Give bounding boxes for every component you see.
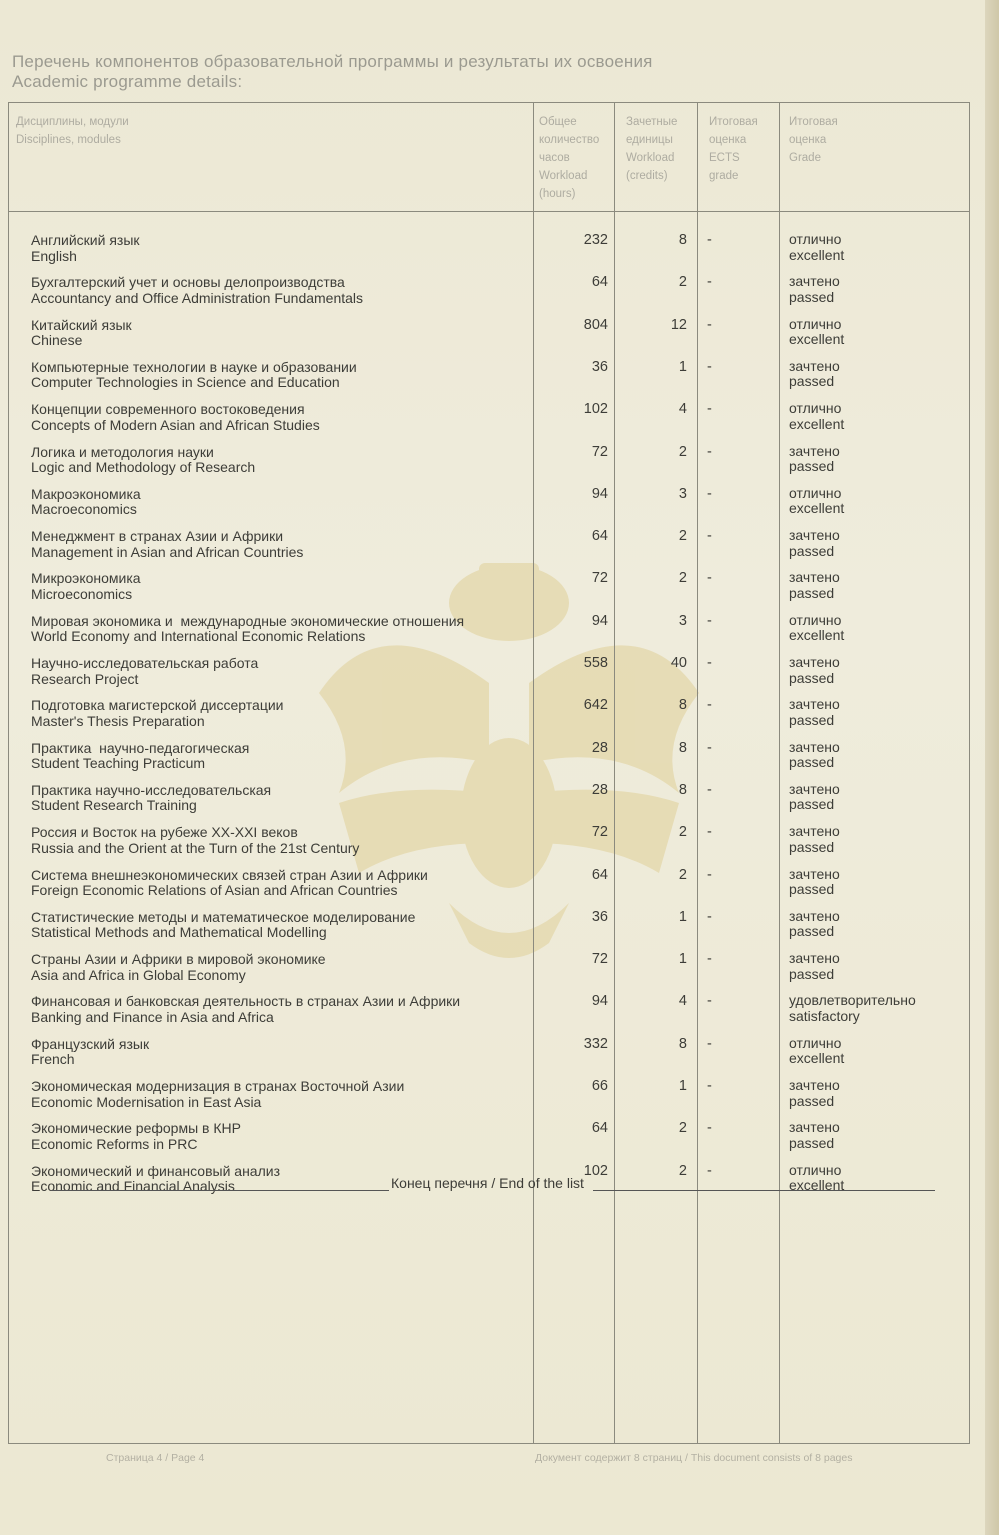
row-hours: 332 <box>583 1035 608 1052</box>
row-grade: зачтено passed <box>789 780 840 813</box>
row-name: Макроэкономика Macroeconomics <box>31 485 141 518</box>
row-credits: 1 <box>678 1078 687 1094</box>
row-ects: - <box>707 824 712 841</box>
row-credits: 1 <box>678 951 687 968</box>
table-row <box>9 442 971 485</box>
row-hours: 102 <box>583 1162 608 1179</box>
row-ects: - <box>707 316 712 333</box>
row-hours: 232 <box>583 232 608 248</box>
row-hours: 94 <box>591 485 608 502</box>
table-row <box>9 865 971 908</box>
row-name: Экономические реформы в КНР Economic Reforms in PRC <box>31 1120 241 1152</box>
row-grade: зачтено passed <box>789 527 840 559</box>
row-name: Бухгалтерский учет и основы делопроизводства Accountancy and Office Administration Fundamentals <box>31 274 364 306</box>
row-ects: - <box>707 697 712 714</box>
row-ects: - <box>707 1035 712 1052</box>
row-credits: 12 <box>670 316 687 333</box>
row-name: Мировая экономика и международные экономические отношения World Economy and International Economic Relations <box>31 612 465 645</box>
row-name: Практика научно-исследовательская Student Research Training <box>31 781 272 814</box>
row-hours: 72 <box>591 443 608 460</box>
row-credits: 1 <box>678 908 687 925</box>
row-grade: зачтено passed <box>789 442 840 474</box>
row-hours: 804 <box>583 316 608 333</box>
table-row <box>9 315 971 358</box>
table-row <box>9 233 971 273</box>
row-grade: зачтено passed <box>789 907 840 940</box>
row-name: Система внешнеэкономических связей стран Азии и Африки Foreign Economic Relations of Asian and African Countries <box>31 866 428 898</box>
row-hours: 94 <box>591 993 608 1010</box>
row-grade: зачтено passed <box>789 273 840 305</box>
row-grade: зачтено passed <box>789 1077 840 1109</box>
row-ects: - <box>707 739 712 756</box>
row-credits: 2 <box>678 570 687 587</box>
row-hours: 72 <box>591 951 608 968</box>
row-grade: отлично excellent <box>789 315 845 348</box>
row-name: Менеджмент в странах Азии и Африки Management in Asian and African Countries <box>31 528 304 560</box>
row-grade: зачтено passed <box>789 865 840 897</box>
row-credits: 2 <box>678 1162 687 1179</box>
row-ects: - <box>707 443 712 460</box>
footer-page-number: Страница 4 / Page 4 <box>106 1452 205 1464</box>
row-grade: зачтено passed <box>789 823 840 855</box>
row-ects: - <box>707 781 712 798</box>
end-rule-left <box>51 1190 389 1191</box>
row-grade: отлично excellent <box>789 400 845 432</box>
row-credits: 8 <box>678 739 687 756</box>
row-credits: 2 <box>678 866 687 883</box>
title-en: Academic programme details: <box>12 72 243 91</box>
row-hours: 94 <box>591 612 608 629</box>
row-hours: 642 <box>583 697 608 714</box>
row-name: Французский язык French <box>31 1035 150 1068</box>
row-hours: 66 <box>591 1078 608 1094</box>
row-hours: 72 <box>591 570 608 587</box>
row-grade: зачтено passed <box>789 569 840 601</box>
row-hours: 64 <box>591 274 608 291</box>
row-ects: - <box>707 951 712 968</box>
row-ects: - <box>707 655 712 671</box>
row-grade: отлично excellent <box>789 1034 845 1067</box>
row-name: Подготовка магистерской диссертации Master's Thesis Preparation <box>31 697 284 729</box>
table-row <box>9 907 971 950</box>
table-row <box>9 656 971 696</box>
row-ects: - <box>707 232 712 248</box>
header-ects: Итоговая оценка ECTS grade <box>709 116 758 182</box>
row-ects: - <box>707 866 712 883</box>
row-credits: 2 <box>678 824 687 841</box>
row-hours: 36 <box>591 908 608 925</box>
row-credits: 3 <box>678 485 687 502</box>
end-rule-right <box>593 1190 935 1191</box>
table-row <box>9 571 971 611</box>
row-credits: 8 <box>678 697 687 714</box>
row-name: Китайский язык Chinese <box>31 316 132 349</box>
row-hours: 64 <box>591 866 608 883</box>
row-grade: отлично excellent <box>789 611 845 644</box>
row-grade: зачтено passed <box>789 357 840 390</box>
row-name: Концепции современного востоковедения Concepts of Modern Asian and African Studies <box>31 401 320 433</box>
row-name: Экономическая модернизация в странах Восточной Азии Economic Modernisation in East Asia <box>31 1078 405 1110</box>
programme-table <box>8 102 970 1444</box>
row-grade: зачтено passed <box>789 696 840 728</box>
table-row <box>9 825 971 865</box>
header-disciplines: Дисциплины, модули Disciplines, modules <box>16 116 129 146</box>
row-grade: зачтено passed <box>789 1119 840 1151</box>
row-credits: 40 <box>670 655 687 671</box>
row-hours: 36 <box>591 358 608 375</box>
row-ects: - <box>707 1120 712 1137</box>
table-row <box>9 1121 971 1161</box>
row-hours: 64 <box>591 528 608 545</box>
row-name: Экономический и финансовый анализ Economic and Financial Analysis <box>31 1162 280 1195</box>
table-row <box>9 1034 971 1077</box>
row-grade: зачтено passed <box>789 950 840 982</box>
header-hours: Общее количество часов Workload (hours) <box>539 116 600 200</box>
page-edge <box>985 0 999 1535</box>
table-row <box>9 738 971 781</box>
header-divider <box>9 211 969 212</box>
row-name: Компьютерные технологии в науке и образовании Computer Technologies in Science and Education <box>31 358 357 391</box>
page-title <box>12 52 653 92</box>
row-name: Логика и методология науки Logic and Methodology of Research <box>31 443 256 475</box>
row-grade: удовлетворительно satisfactory <box>789 992 916 1024</box>
row-name: Статистические методы и математическое моделирование Statistical Methods and Mathematical Modelling <box>31 908 416 941</box>
table-row <box>9 1079 971 1119</box>
table-row <box>9 275 971 315</box>
row-credits: 2 <box>678 528 687 545</box>
row-credits: 4 <box>678 401 687 418</box>
table-row <box>9 529 971 569</box>
row-credits: 4 <box>678 993 687 1010</box>
row-credits: 8 <box>678 232 687 248</box>
row-grade: отлично excellent <box>789 1161 845 1194</box>
row-credits: 2 <box>678 274 687 291</box>
row-name: Россия и Восток на рубеже XX-XXI веков Russia and the Orient at the Turn of the 21st Century <box>31 824 360 856</box>
footer-page-count: Документ содержит 8 страниц / This document consists of 8 pages <box>535 1452 853 1464</box>
row-credits: 1 <box>678 358 687 375</box>
row-hours: 558 <box>583 655 608 671</box>
row-ects: - <box>707 993 712 1010</box>
row-credits: 8 <box>678 781 687 798</box>
row-ects: - <box>707 908 712 925</box>
row-ects: - <box>707 274 712 291</box>
table-row <box>9 402 971 442</box>
table-row <box>9 780 971 823</box>
row-credits: 2 <box>678 1120 687 1137</box>
table-row <box>9 611 971 654</box>
row-name: Английский язык English <box>31 232 140 264</box>
end-of-list-label: Конец перечня / End of the list <box>391 1175 584 1191</box>
table-row <box>9 357 971 400</box>
row-hours: 28 <box>591 781 608 798</box>
row-name: Научно-исследовательская работа Research Project <box>31 655 259 687</box>
row-ects: - <box>707 485 712 502</box>
row-name: Практика научно-педагогическая Student Teaching Practicum <box>31 739 250 772</box>
row-grade: отлично excellent <box>789 484 845 517</box>
header-credits: Зачетные единицы Workload (credits) <box>626 116 678 182</box>
row-ects: - <box>707 570 712 587</box>
row-name: Страны Азии и Африки в мировой экономике Asia and Africa in Global Economy <box>31 951 326 983</box>
row-ects: - <box>707 528 712 545</box>
table-row <box>9 994 971 1034</box>
row-ects: - <box>707 1078 712 1094</box>
row-credits: 3 <box>678 612 687 629</box>
table-row <box>9 698 971 738</box>
table-row <box>9 952 971 992</box>
row-ects: - <box>707 358 712 375</box>
row-hours: 72 <box>591 824 608 841</box>
end-of-list <box>51 1175 935 1193</box>
row-grade: зачтено passed <box>789 654 840 686</box>
row-ects: - <box>707 401 712 418</box>
row-ects: - <box>707 612 712 629</box>
row-name: Финансовая и банковская деятельность в странах Азии и Африки Banking and Finance in Asia and Africa <box>31 993 461 1025</box>
row-name: Микроэкономика Microeconomics <box>31 570 141 602</box>
row-grade: зачтено passed <box>789 738 840 771</box>
row-hours: 28 <box>591 739 608 756</box>
title-ru: Перечень компонентов образовательной программы и результаты их освоения <box>12 52 653 71</box>
row-credits: 8 <box>678 1035 687 1052</box>
row-grade: отлично excellent <box>789 231 845 263</box>
row-hours: 102 <box>583 401 608 418</box>
table-row <box>9 484 971 527</box>
row-credits: 2 <box>678 443 687 460</box>
row-hours: 64 <box>591 1120 608 1137</box>
header-grade: Итоговая оценка Grade <box>789 116 838 164</box>
row-ects: - <box>707 1162 712 1179</box>
